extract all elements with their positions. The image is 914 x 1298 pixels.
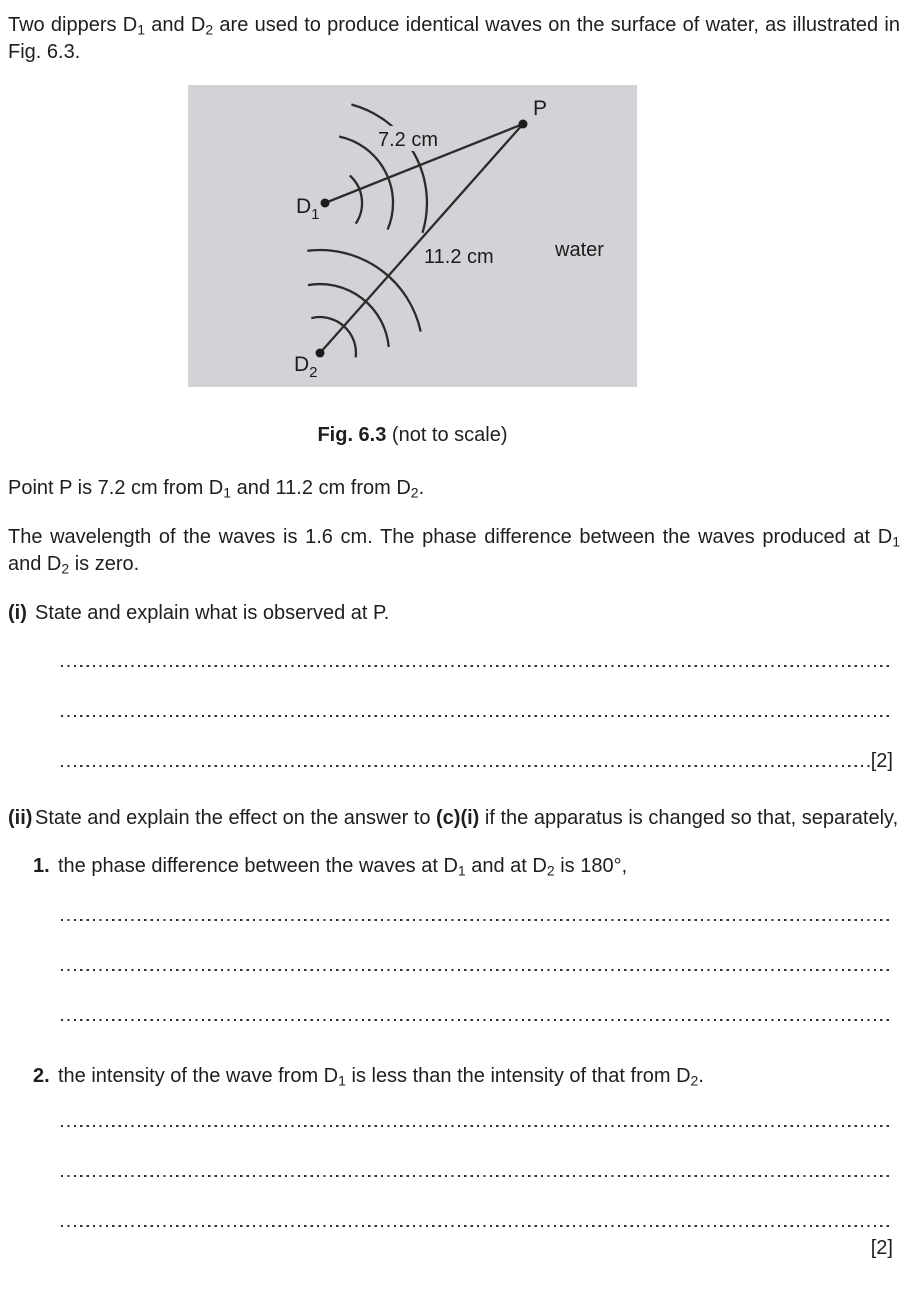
dipper-2-label: $D_2$ (294, 353, 318, 381)
item-1-text: the phase difference between the waves at $D_1$ and at $D_2$ is 180°, (58, 855, 628, 879)
question-i-marker: (i) (8, 602, 27, 624)
dotted-rule (61, 1125, 893, 1127)
question-ii-text: State and explain the effect on the answer to (c)(i) if the apparatus is changed so that, separately, (35, 807, 899, 829)
item-2-marker: 2. (33, 1065, 50, 1087)
paragraph-point-p: Point P is 7.2 cm from $D_1$ and 11.2 cm from $D_2$. (8, 477, 425, 501)
answer-line (61, 1090, 893, 1132)
point-p-dot (519, 120, 528, 129)
answer-line (61, 926, 893, 976)
dotted-rule (61, 715, 893, 717)
answer-line (61, 1132, 893, 1182)
answer-line (61, 627, 893, 672)
distance-7-2-label: 7.2 cm (378, 129, 439, 151)
question-ii-item-1 (33, 853, 900, 880)
distance-11-2-label: 11.2 cm (424, 246, 494, 268)
answer-line (61, 976, 893, 1026)
intro-paragraph: Two dippers $D_1$ and $D_2$ are used to produce identical waves on the surface of water, as illustrated in Fig. 6.3. (8, 14, 900, 63)
dipper-1-label: $D_1$ (296, 195, 320, 223)
question-ii-item-2 (33, 1063, 900, 1090)
dotted-rule (61, 1175, 893, 1177)
dotted-rule (61, 765, 871, 767)
dotted-rule (61, 969, 893, 971)
answer-line (61, 722, 893, 772)
answer-line (61, 880, 893, 926)
paragraph-wavelength: The wavelength of the waves is 1.6 cm. The phase difference between the waves produced at $D_1$ and $D_2$ is zero. (8, 526, 900, 577)
question-ii (8, 805, 900, 832)
question-i (8, 600, 900, 627)
marks-badge-ii: [2] (870, 1237, 893, 1259)
dipper-1-dot (321, 199, 330, 208)
marks-badge-i: [2] (870, 750, 893, 772)
answer-line (61, 1182, 893, 1232)
question-ii-marker: (ii) (8, 807, 33, 829)
figure-caption: Fig. 6.3 (not to scale) (317, 424, 508, 446)
item-2-text: the intensity of the wave from $D_1$ is less than the intensity of that from $D_2$. (58, 1065, 704, 1089)
dotted-rule (61, 1225, 893, 1227)
answer-line (61, 672, 893, 722)
dotted-rule (61, 665, 893, 667)
wave-diagram (188, 85, 637, 387)
dotted-rule (61, 919, 893, 921)
figure (188, 85, 637, 387)
water-label: water (555, 239, 604, 261)
item-1-marker: 1. (33, 855, 50, 877)
point-p-label: P (533, 97, 548, 120)
dotted-rule (61, 1019, 893, 1021)
dipper-2-dot (316, 349, 325, 358)
question-i-text: State and explain what is observed at P. (35, 602, 390, 624)
